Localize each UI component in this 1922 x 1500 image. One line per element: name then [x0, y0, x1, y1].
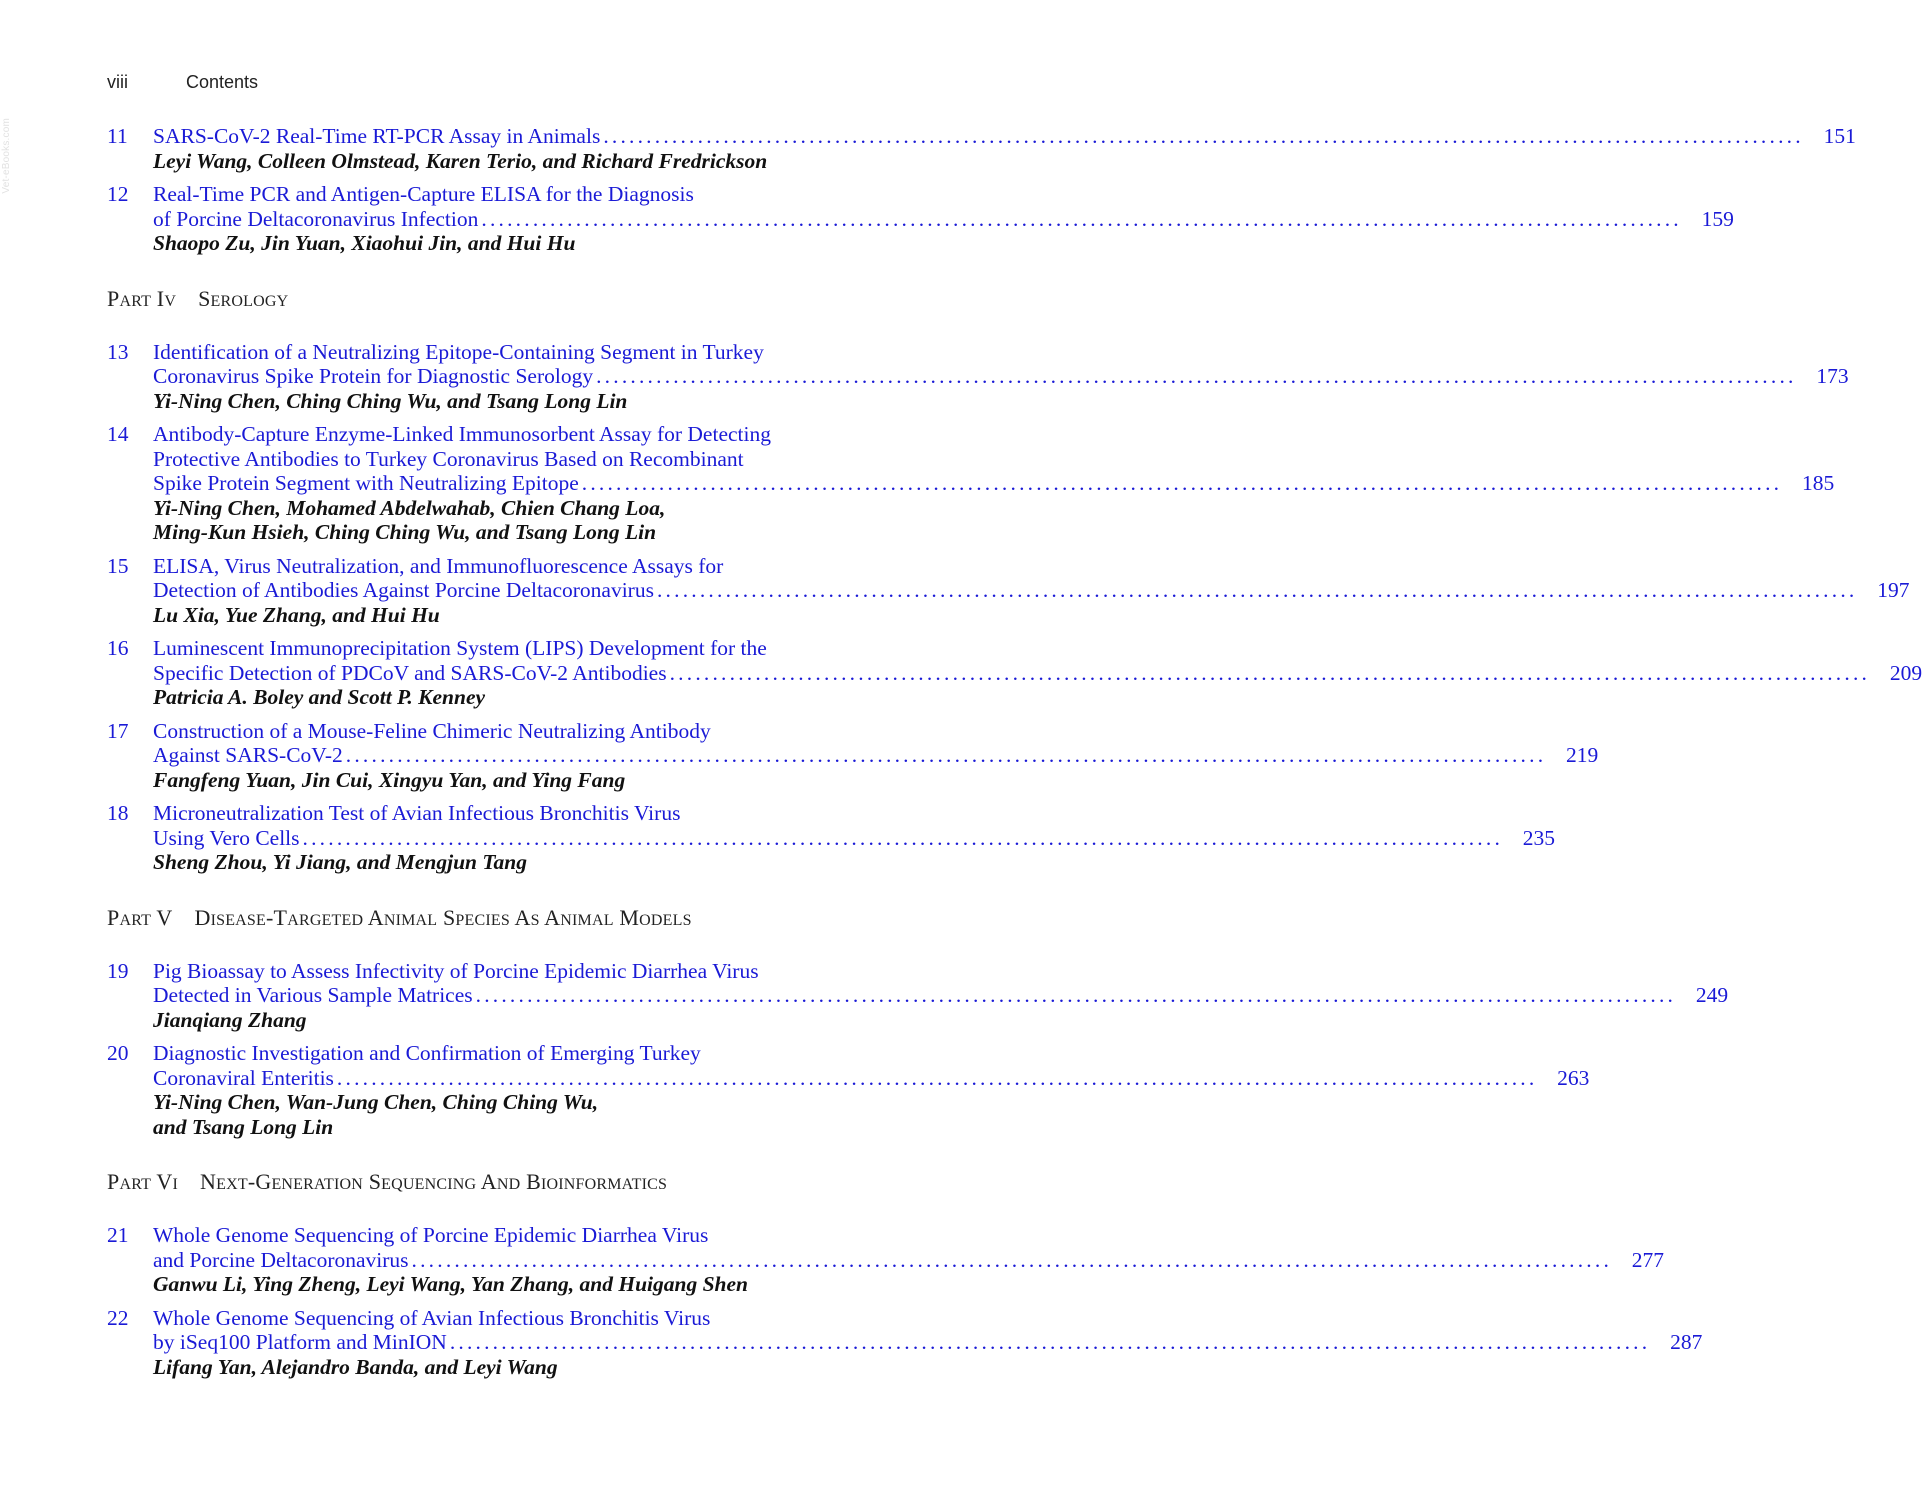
running-title: Contents	[186, 72, 259, 92]
chapter-number[interactable]: 19	[107, 958, 129, 983]
chapter-title-line[interactable]	[153, 743, 1599, 768]
chapter-title-line[interactable]: Pig Bioassay to Assess Infectivity of Porcine Epidemic Diarrhea Virus	[153, 958, 759, 983]
chapter-title-text[interactable]: Specific Detection of PDCoV and SARS-CoV-2 Antibodies	[153, 660, 667, 685]
chapter-title-line[interactable]	[153, 124, 1856, 149]
chapter-title-line[interactable]	[153, 983, 1729, 1008]
dot-leader: ............................................................................................................................................	[475, 983, 1677, 1007]
toc-entry[interactable]	[107, 339, 1849, 414]
page-number[interactable]: 287	[1670, 1330, 1703, 1354]
page-number[interactable]: 263	[1557, 1065, 1590, 1090]
dot-leader: ............................................................................................................................................	[603, 124, 1804, 148]
chapter-number[interactable]: 16	[107, 636, 129, 660]
toc-entry[interactable]	[107, 182, 1734, 256]
toc-entry[interactable]	[107, 718, 1599, 793]
toc-entry[interactable]	[107, 553, 1910, 628]
dot-leader: ............................................................................................................................................	[581, 471, 1783, 495]
chapter-authors: Lu Xia, Yue Zhang, and Hui Hu	[153, 602, 440, 627]
chapter-title-text[interactable]: Coronaviral Enteritis	[153, 1065, 334, 1090]
chapter-authors: and Tsang Long Lin	[153, 1114, 334, 1139]
part-heading	[107, 286, 947, 312]
chapter-authors: Yi-Ning Chen, Ching Ching Wu, and Tsang Long Lin	[153, 388, 628, 413]
toc-entry[interactable]	[107, 1223, 1665, 1297]
page-number[interactable]: 173	[1816, 364, 1849, 388]
chapter-authors: Yi-Ning Chen, Mohamed Abdelwahab, Chien Chang Loa,	[153, 495, 666, 520]
dot-leader: ............................................................................................................................................	[596, 364, 1797, 388]
chapter-title-text[interactable]: Using Vero Cells	[153, 825, 300, 850]
chapter-title-line[interactable]: Protective Antibodies to Turkey Coronavirus Based on Recombinant	[153, 446, 744, 471]
chapter-title-line[interactable]	[153, 206, 1734, 232]
toc-entry[interactable]	[107, 422, 1835, 545]
page-number[interactable]: 197	[1877, 578, 1910, 602]
part-name: NEXT-GENERATION SEQUENCING AND BIOINFORMATICS	[200, 1169, 668, 1194]
chapter-authors: Ganwu Li, Ying Zheng, Leyi Wang, Yan Zhang, and Huigang Shen	[153, 1272, 749, 1296]
chapter-number[interactable]: 12	[107, 182, 129, 206]
chapter-authors: Yi-Ning Chen, Wan-Jung Chen, Ching Ching Wu,	[153, 1090, 599, 1114]
chapter-number[interactable]: 20	[107, 1041, 129, 1065]
chapter-title-line[interactable]	[153, 364, 1849, 389]
chapter-number[interactable]: 21	[107, 1223, 129, 1247]
chapter-number[interactable]: 11	[107, 124, 128, 148]
table-of-contents	[107, 124, 1922, 1388]
chapter-number[interactable]: 15	[107, 553, 129, 578]
dot-leader: ............................................................................................................................................	[656, 578, 1858, 602]
dot-leader: ............................................................................................................................................	[449, 1330, 1651, 1354]
toc-entry[interactable]	[107, 958, 1729, 1033]
page-folio: viii	[107, 72, 128, 92]
part-heading	[107, 1169, 947, 1195]
chapter-title-line[interactable]: Identification of a Neutralizing Epitope-Containing Segment in Turkey	[153, 339, 764, 364]
page-number[interactable]: 277	[1631, 1247, 1665, 1272]
chapter-title-line[interactable]: Whole Genome Sequencing of Avian Infectious Bronchitis Virus	[153, 1305, 711, 1330]
chapter-authors: Fangfeng Yuan, Jin Cui, Xingyu Yan, and Ying Fang	[153, 767, 626, 792]
chapter-title-line[interactable]	[153, 1330, 1703, 1355]
chapter-title-text[interactable]: and Porcine Deltacoronavirus	[153, 1247, 409, 1272]
dot-leader: ............................................................................................................................................	[336, 1065, 1538, 1090]
chapter-title-line[interactable]: Construction of a Mouse-Feline Chimeric Neutralizing Antibody	[153, 718, 711, 743]
chapter-title-text[interactable]: SARS-CoV-2 Real-Time RT-PCR Assay in Animals	[153, 124, 601, 148]
chapter-number[interactable]: 17	[107, 718, 129, 743]
running-head	[107, 72, 258, 93]
page-number[interactable]: 151	[1823, 124, 1856, 148]
part-label: PART V	[107, 904, 173, 930]
chapter-title-line[interactable]	[153, 660, 1922, 686]
watermark: Vet-eBooks.com	[1, 118, 12, 194]
page-number[interactable]: 185	[1802, 471, 1835, 495]
page-number[interactable]: 159	[1701, 206, 1734, 231]
toc-entry[interactable]	[107, 1305, 1703, 1380]
page-number[interactable]: 209	[1889, 660, 1922, 685]
chapter-title-line[interactable]: Microneutralization Test of Avian Infectious Bronchitis Virus	[153, 801, 681, 825]
dot-leader: ............................................................................................................................................	[302, 825, 1504, 850]
chapter-authors: Shaopo Zu, Jin Yuan, Xiaohui Jin, and Hui Hu	[153, 231, 576, 255]
chapter-title-text[interactable]: Detected in Various Sample Matrices	[153, 983, 473, 1007]
chapter-number[interactable]: 14	[107, 422, 129, 446]
chapter-title-line[interactable]	[153, 1065, 1590, 1091]
chapter-title-line[interactable]: Diagnostic Investigation and Confirmation of Emerging Turkey	[153, 1041, 701, 1065]
chapter-title-line[interactable]: Real-Time PCR and Antigen-Capture ELISA for the Diagnosis	[153, 182, 694, 206]
page-number[interactable]: 235	[1522, 825, 1556, 850]
chapter-title-text[interactable]: of Porcine Deltacoronavirus Infection	[153, 206, 479, 231]
part-heading	[107, 905, 947, 931]
chapter-title-line[interactable]	[153, 471, 1835, 496]
page-number[interactable]: 219	[1566, 743, 1599, 767]
part-label: PART VI	[107, 1169, 179, 1194]
chapter-title-text[interactable]: Coronavirus Spike Protein for Diagnostic Serology	[153, 364, 594, 388]
chapter-authors: Leyi Wang, Colleen Olmstead, Karen Terio, and Richard Fredrickson	[153, 148, 768, 173]
chapter-title-line[interactable]: Luminescent Immunoprecipitation System (LIPS) Development for the	[153, 636, 767, 660]
chapter-title-text[interactable]: Against SARS-CoV-2	[153, 743, 343, 767]
chapter-authors: Patricia A. Boley and Scott P. Kenney	[153, 685, 486, 709]
chapter-number[interactable]: 18	[107, 801, 129, 825]
chapter-title-line[interactable]	[153, 1247, 1665, 1273]
chapter-title-line[interactable]	[153, 578, 1910, 603]
chapter-authors: Jianqiang Zhang	[153, 1007, 307, 1032]
toc-entry[interactable]	[107, 124, 1856, 173]
dot-leader: ............................................................................................................................................	[345, 743, 1547, 767]
chapter-title-line[interactable]: ELISA, Virus Neutralization, and Immunofluorescence Assays for	[153, 553, 724, 578]
toc-entry[interactable]	[107, 1041, 1590, 1139]
dot-leader: ............................................................................................................................................	[411, 1247, 1613, 1272]
chapter-number[interactable]: 13	[107, 339, 129, 364]
chapter-number[interactable]: 22	[107, 1305, 129, 1330]
dot-leader: ............................................................................................................................................	[481, 206, 1682, 231]
toc-entry[interactable]	[107, 636, 1922, 710]
chapter-title-text[interactable]: by iSeq100 Platform and MinION	[153, 1330, 447, 1354]
toc-entry[interactable]	[107, 801, 1556, 875]
page-number[interactable]: 249	[1695, 983, 1729, 1007]
part-name: SEROLOGY	[198, 285, 289, 311]
chapter-title-text[interactable]: Spike Protein Segment with Neutralizing Epitope	[153, 471, 579, 495]
chapter-title-text[interactable]: Detection of Antibodies Against Porcine Deltacoronavirus	[153, 578, 654, 602]
chapter-title-line[interactable]: Whole Genome Sequencing of Porcine Epidemic Diarrhea Virus	[153, 1223, 709, 1247]
chapter-authors: Ming-Kun Hsieh, Ching Ching Wu, and Tsang Long Lin	[153, 520, 657, 544]
chapter-authors: Lifang Yan, Alejandro Banda, and Leyi Wang	[153, 1354, 558, 1379]
chapter-title-line[interactable]	[153, 825, 1556, 851]
part-name: DISEASE-TARGETED ANIMAL SPECIES AS ANIMAL MODELS	[194, 904, 692, 930]
dot-leader: ............................................................................................................................................	[669, 660, 1871, 685]
chapter-title-line[interactable]: Antibody-Capture Enzyme-Linked Immunosorbent Assay for Detecting	[153, 422, 771, 446]
chapter-authors: Sheng Zhou, Yi Jiang, and Mengjun Tang	[153, 850, 528, 874]
part-label: PART IV	[107, 285, 177, 311]
